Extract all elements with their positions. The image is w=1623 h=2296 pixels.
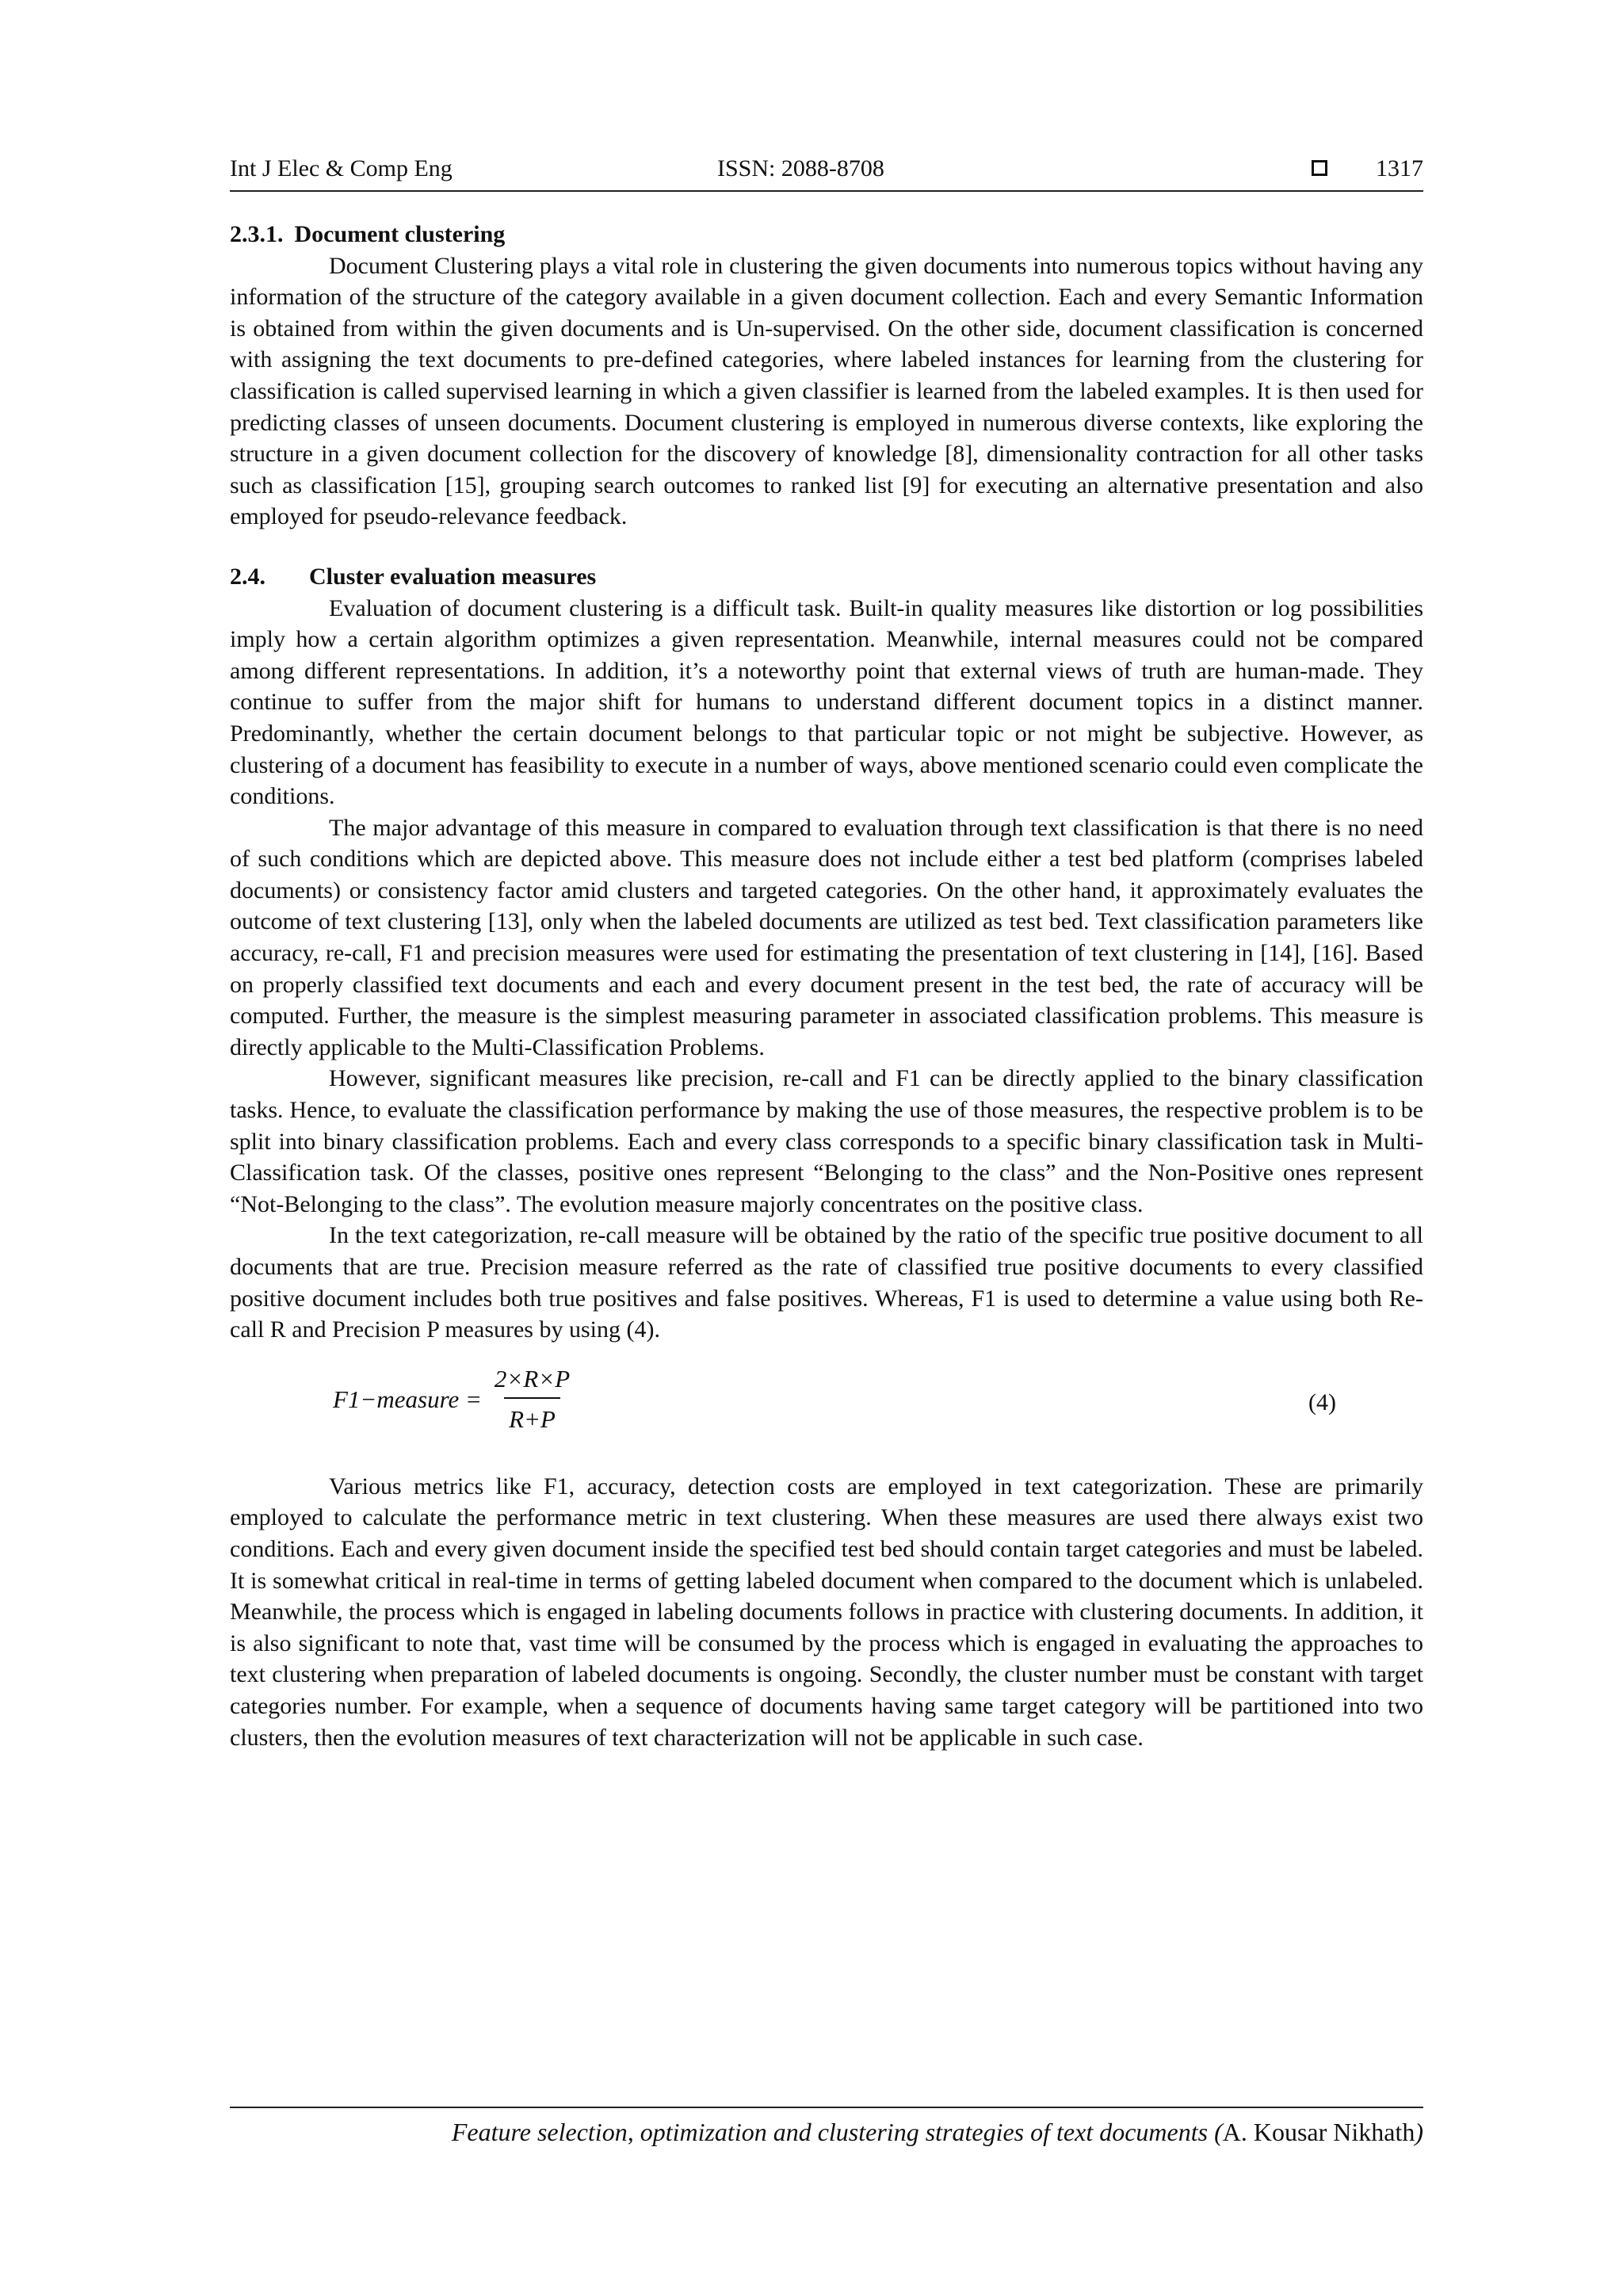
paragraph: However, significant measures like precision, re-call and F1 can be directly applied to the binary classification tasks. Hence, to evaluate the classification performance by making the use of those measures, the respective problem is to be split into binary classification problems. Each and every class corresponds to a specific binary classification task in Multi-Classification task. Of the classes, positive ones represent “Belonging to the class” and the Non-Positive ones represent “Not-Belonging to the class”. The evolution measure majorly concentrates on the positive class. — [230, 1065, 1423, 1217]
fraction-numerator: 2×R×P — [494, 1364, 571, 1392]
paragraph: In the text categorization, re-call measure will be obtained by the ratio of the specific true positive document to all documents that are true. Precision measure referred as the rate of classified true positive documents to every classified positive document includes both true positives and false positives. Whereas, F1 is used to determine a value using both Re-call R and Precision P measures by using (4). — [230, 1222, 1423, 1343]
section-title: Document clustering — [294, 221, 506, 247]
fraction-denominator: R+P — [504, 1397, 560, 1435]
journal-name: Int J Elec & Comp Eng — [230, 155, 453, 181]
section-heading-2-4 — [230, 561, 1423, 593]
equation-label: (4) — [1308, 1389, 1336, 1415]
section-title: Cluster evaluation measures — [309, 563, 597, 590]
issn-label: ISSN: 2088-8708 — [717, 155, 884, 181]
running-header — [230, 151, 1423, 192]
footer-close: ) — [1415, 2118, 1423, 2146]
paragraph: Document Clustering plays a vital role in clustering the given documents into numerous topics without having any information of the structure of the category available in a given document collection. Each and every Semantic Information is obtained from within the given documents and is Un-supervised. On the other side, document classification is concerned with assigning the text documents to pre-defined categories, where labeled instances for learning from the clustering for classification is called supervised learning in which a given classifier is learned from the labeled examples. It is then used for predicting classes of unseen documents. Document clustering is employed in numerous diverse contexts, like exploring the structure in a given document collection for the discovery of knowledge [8], dimensionality contraction for all other tasks such as classification [15], grouping search outcomes to ranked list [9] for executing an alternative presentation and also employed for pseudo-relevance feedback. — [230, 252, 1423, 530]
footer-text — [452, 2118, 1423, 2147]
footer-title: Feature selection, optimization and clustering strategies of text documents ( — [451, 2118, 1223, 2146]
equation-lhs: F1−measure = — [333, 1385, 482, 1413]
page-number: 1317 — [1376, 155, 1423, 181]
running-footer — [230, 2107, 1423, 2146]
equation-fraction — [490, 1363, 575, 1435]
section-heading-2-3-1 — [230, 219, 1423, 250]
main-text — [230, 219, 1423, 1753]
equation-expression — [333, 1363, 575, 1435]
paragraph: Various metrics like F1, accuracy, detection costs are employed in text categorization. These are primarily employed to calculate the performance metric in text clustering. When these measures are used there always exist two conditions. Each and every given document inside the specified test bed should contain target categories and must be labeled. It is somewhat critical in real-time in terms of getting labeled document when compared to the document which is unlabeled. Meanwhile, the process which is engaged in labeling documents follows in practice with clustering documents. In addition, it is also significant to note that, vast time will be consumed by the process which is engaged in evaluating the approaches to text clustering when preparation of labeled documents is ongoing. Secondly, the cluster number must be constant with target categories number. For example, when a sequence of documents having same target category will be partitioned into two clusters, then the evolution measures of text characterization will not be applicable in such case. — [230, 1473, 1423, 1751]
section-spacer — [230, 533, 1423, 561]
section-number: 2.4. — [230, 563, 265, 590]
paragraph: The major advantage of this measure in compared to evaluation through text classification is that there is no need of such conditions which are depicted above. This measure does not include either a test bed platform (comprises labeled documents) or consistency factor amid clusters and targeted categories. On the other hand, it approximately evaluates the outcome of text clustering [13], only when the labeled documents are utilized as test bed. Text classification parameters like accuracy, re-call, F1 and precision measures were used for estimating the presentation of text clustering in [14], [16]. Based on properly classified text documents and each and every document present in the test bed, the rate of accuracy will be computed. Further, the measure is the simplest measuring parameter in associated classification problems. This measure is directly applicable to the Multi-Classification Problems. — [230, 814, 1423, 1060]
square-bullet-icon — [1312, 160, 1327, 176]
paragraph: Evaluation of document clustering is a difficult task. Built-in quality measures like distortion or log possibilities imply how a certain algorithm optimizes a given representation. Meanwhile, internal measures could not be compared among different representations. In addition, it’s a noteworthy point that external views of truth are human-made. They continue to suffer from the major shift for humans to understand different document topics in a distinct manner. Predominantly, whether the certain document belongs to that particular topic or not might be subjective. However, as clustering of a document has feasibility to execute in a number of ways, above mentioned scenario could even complicate the conditions. — [230, 594, 1423, 810]
equation-4 — [230, 1352, 1423, 1471]
section-number: 2.3.1. — [230, 221, 284, 247]
footer-author: A. Kousar Nikhath — [1222, 2118, 1415, 2146]
